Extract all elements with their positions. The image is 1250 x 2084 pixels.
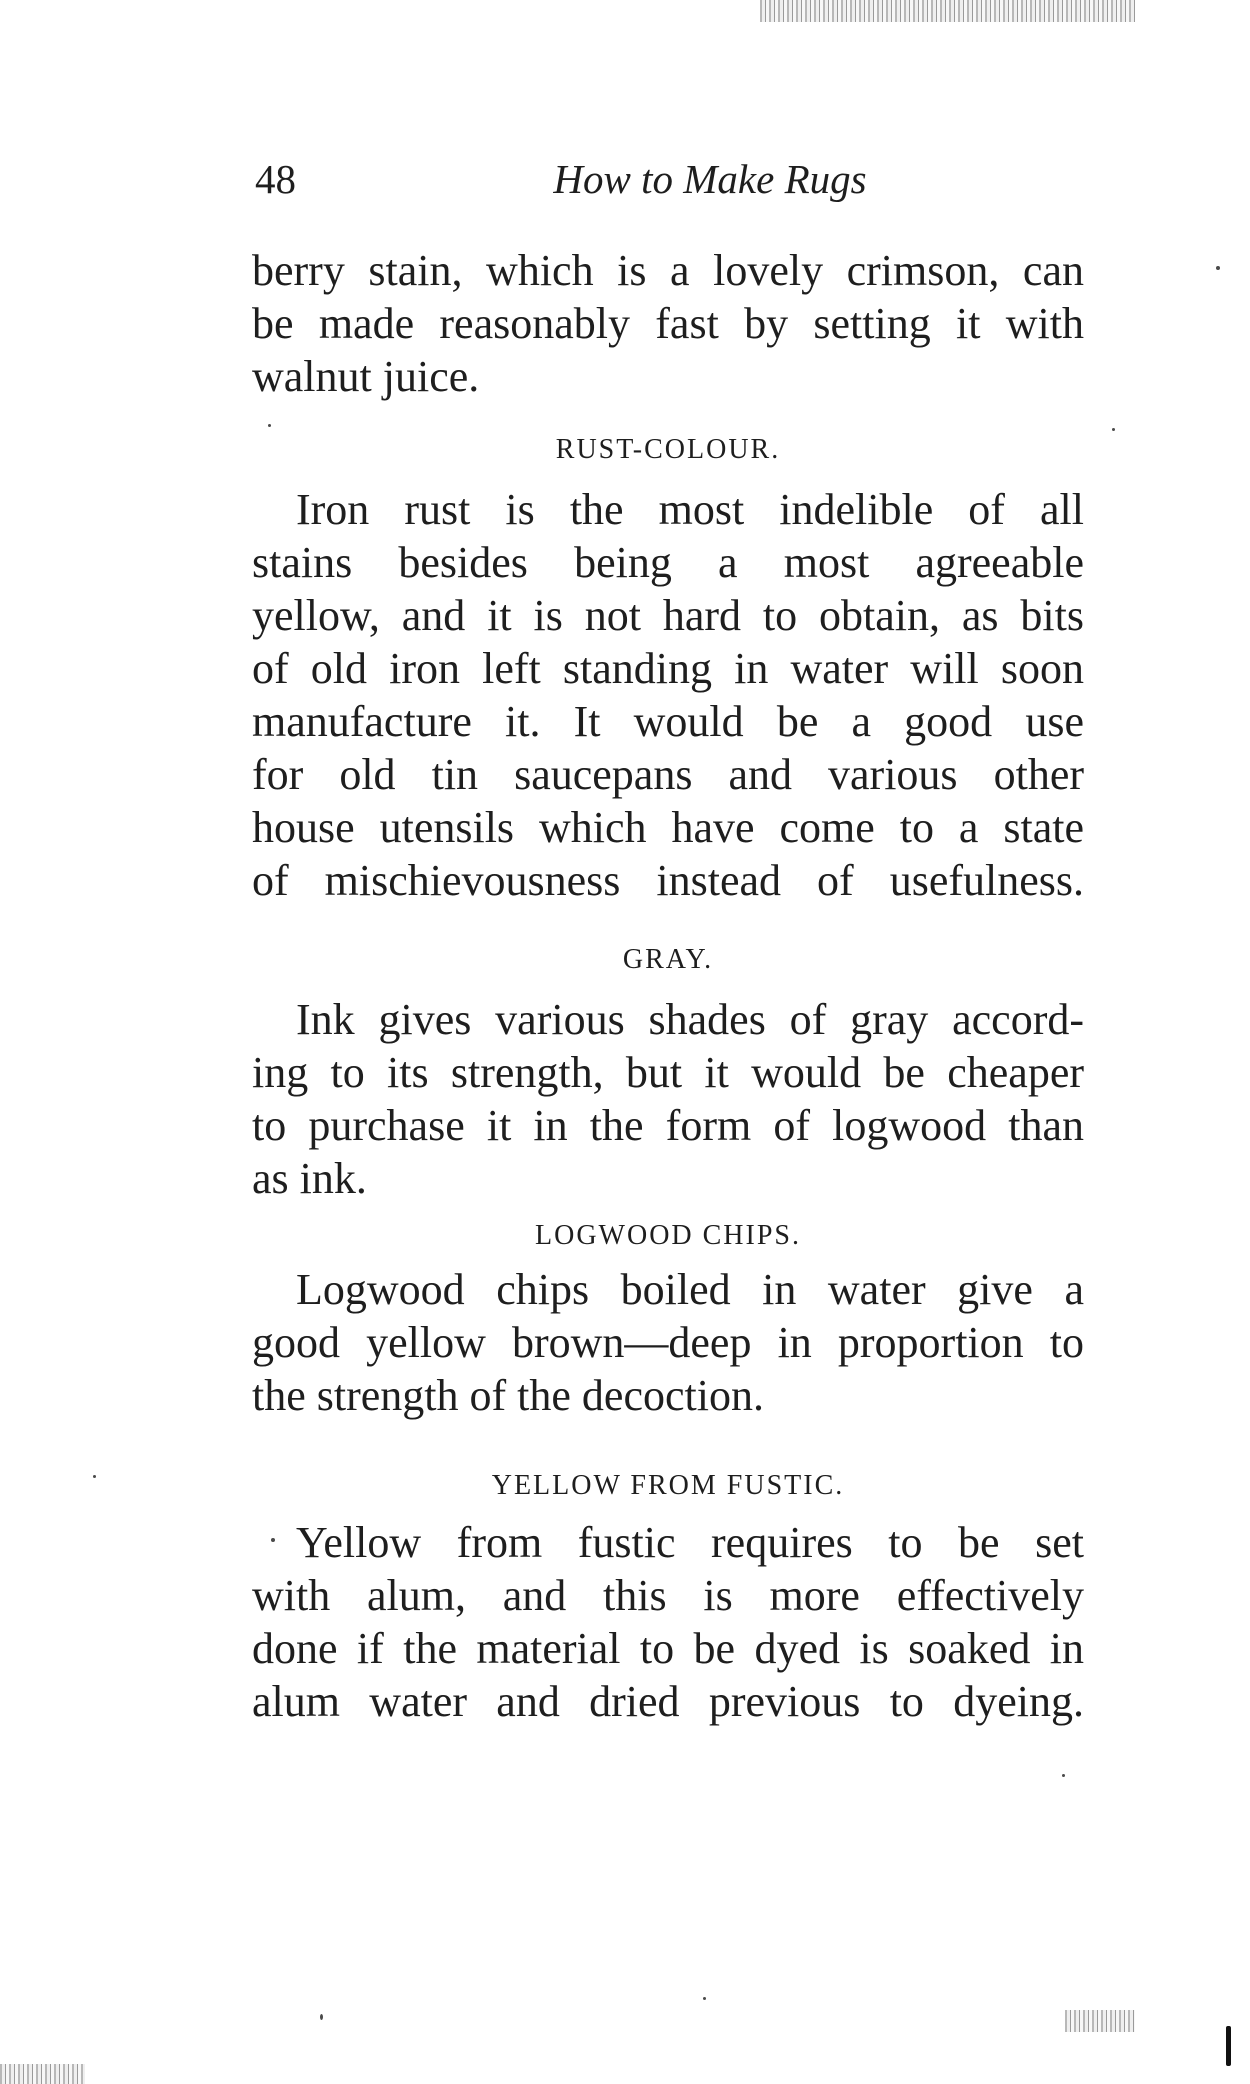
text-line: manufacture it. It would be a good use	[252, 697, 1084, 746]
text-line: house utensils which have come to a state	[252, 803, 1084, 852]
paragraph-gray	[252, 993, 1084, 1205]
section-heading-rust-colour: RUST-COLOUR.	[555, 434, 781, 465]
text-line: as ink.	[252, 1154, 367, 1203]
text-line: stains besides being a most agreeable	[252, 538, 1084, 587]
paper-speck	[93, 1475, 96, 1478]
section-heading-logwood-chips: LOGWOOD CHIPS.	[535, 1220, 801, 1251]
text-line: Iron rust is the most indelible of all	[296, 485, 1084, 534]
text-line: with alum, and this is more effectively	[252, 1571, 1084, 1620]
text-line: ing to its strength, but it would be cheaper	[252, 1048, 1084, 1097]
paragraph-berry-stain	[252, 244, 1084, 403]
paragraph-rust-colour	[252, 483, 1084, 907]
text-line: Logwood chips boiled in water give a	[296, 1265, 1084, 1314]
paragraph-yellow-from-fustic	[252, 1516, 1084, 1728]
text-line: of old iron left standing in water will soon	[252, 644, 1084, 693]
text-line: walnut juice.	[252, 352, 480, 401]
text-line: to purchase it in the form of logwood than	[252, 1101, 1084, 1150]
paper-speck	[320, 2014, 323, 2020]
page-number: 48	[255, 156, 296, 202]
paper-speck	[1062, 1774, 1065, 1777]
paper-speck	[1216, 266, 1220, 270]
text-line: Ink gives various shades of gray accord-	[296, 995, 1084, 1044]
text-line: Yellow from fustic requires to be set	[296, 1518, 1084, 1567]
text-line: be made reasonably fast by setting it with	[252, 299, 1084, 348]
scan-edge-noise-top	[760, 0, 1135, 22]
running-title: How to Make Rugs	[553, 156, 867, 202]
text-line: alum water and dried previous to dyeing.	[252, 1677, 1084, 1726]
text-line: good yellow brown—deep in proportion to	[252, 1318, 1084, 1367]
text-line: berry stain, which is a lovely crimson, can	[252, 246, 1084, 295]
text-line: for old tin saucepans and various other	[252, 750, 1084, 799]
text-line: the strength of the decoction.	[252, 1371, 764, 1420]
scan-edge-noise-bottom-left	[0, 2064, 85, 2084]
paper-speck	[703, 1997, 706, 2000]
section-heading-yellow-from-fustic: YELLOW FROM FUSTIC.	[491, 1470, 845, 1501]
text-line: yellow, and it is not hard to obtain, as bits	[252, 591, 1084, 640]
paper-speck	[268, 424, 271, 427]
scan-edge-noise-bottom-right	[1065, 2010, 1135, 2032]
text-line: done if the material to be dyed is soaked in	[252, 1624, 1084, 1673]
paragraph-logwood-chips	[252, 1263, 1084, 1422]
paper-speck	[1226, 2026, 1231, 2066]
text-line: of mischievousness instead of usefulness.	[252, 856, 1084, 905]
paper-speck	[1112, 428, 1115, 431]
section-heading-gray: GRAY.	[622, 944, 714, 975]
running-head	[255, 155, 1085, 215]
